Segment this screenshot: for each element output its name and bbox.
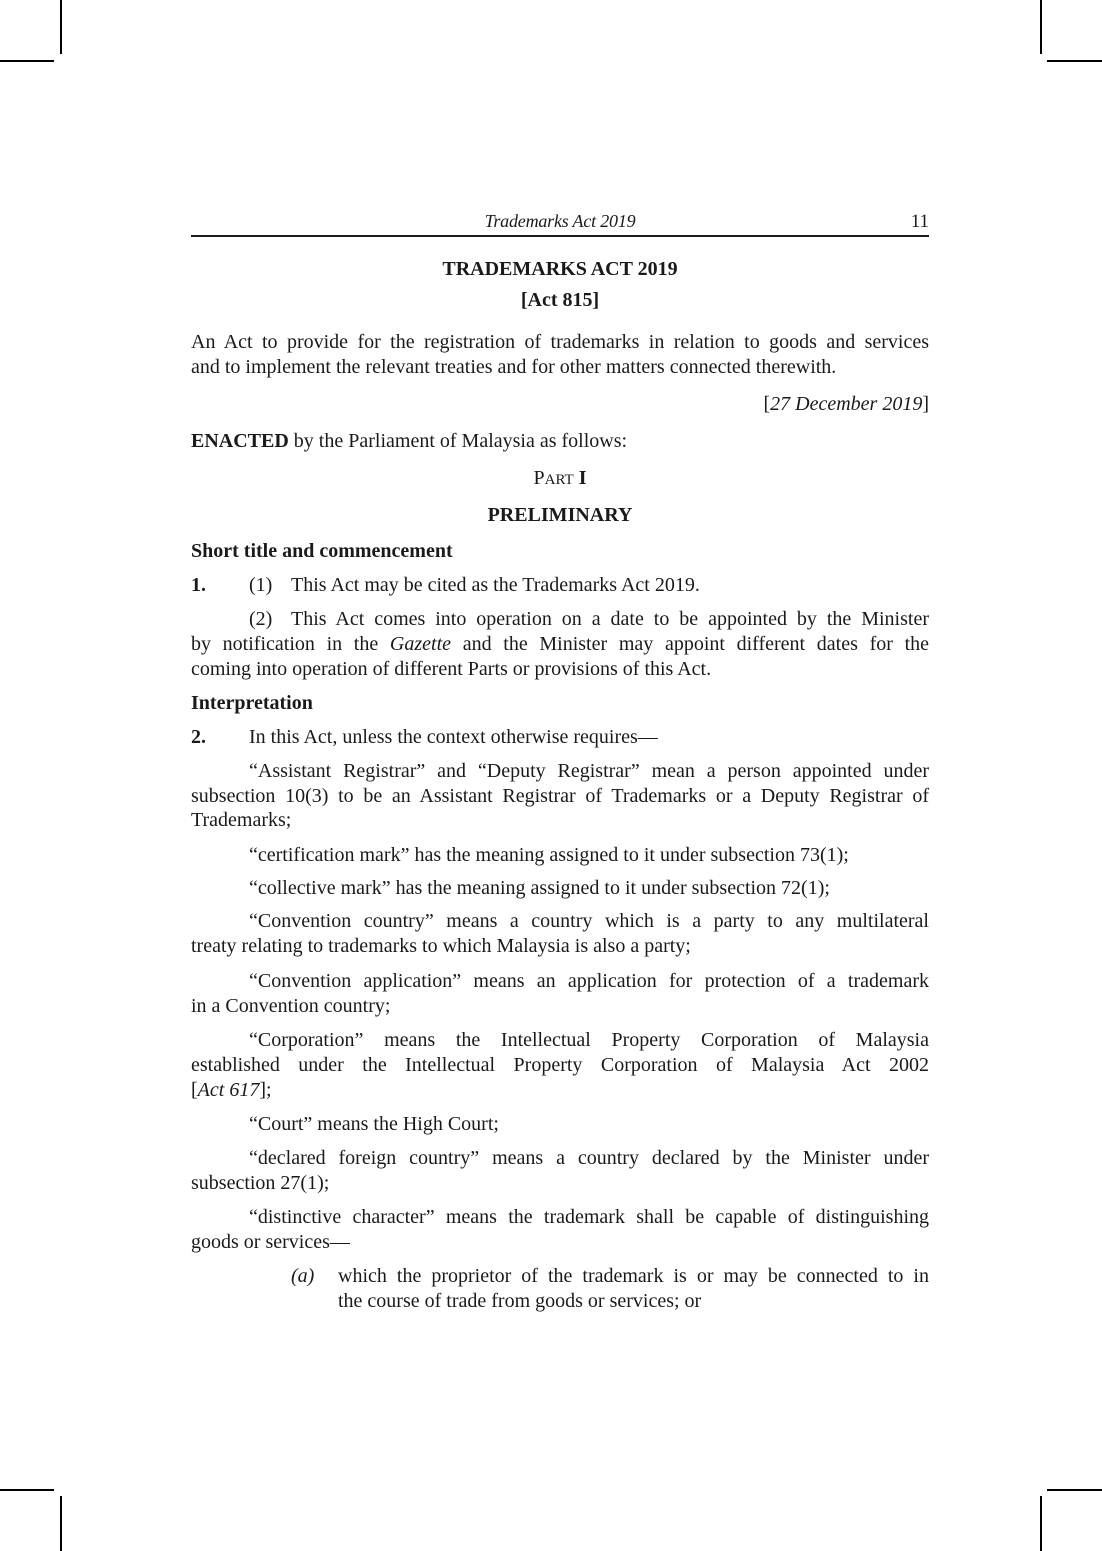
def-declared-foreign-country-line-1: “declared foreign country” means a country declared by the Minister under [249, 1147, 929, 1169]
subsection-2-line-1 [191, 607, 929, 632]
def-assistant-registrar-line-2: subsection 10(3) to be an Assistant Registrar of Trademarks or a Deputy Registrar of [191, 785, 929, 807]
enacting-clause [191, 429, 929, 454]
subsection-2-line-2-pre: by notification in the [191, 633, 390, 655]
part-label-first-letter: P [533, 467, 545, 489]
crop-mark-top-right-horizontal [1047, 60, 1102, 62]
paragraph-a-line-2: the course of trade from goods or services; or [338, 1290, 702, 1312]
act-ref-close: ]; [259, 1079, 272, 1101]
section-2-intro [191, 725, 929, 750]
subsection-1-text: This Act may be cited as the Trademarks Act 2019. [291, 574, 700, 596]
paragraph-a-line-1: which the proprietor of the trademark is or may be connected to in [338, 1265, 929, 1287]
def-certification-mark: “certification mark” has the meaning assigned to it under subsection 73(1); [249, 844, 849, 866]
def-convention-country-line-2: treaty relating to trademarks to which Malaysia is also a party; [191, 935, 691, 957]
part-heading: PRELIMINARY [487, 504, 633, 526]
enacted-word: ENACTED [191, 430, 289, 452]
subsection-2-line-1-text: This Act comes into operation on a date to be appointed by the Minister [291, 608, 929, 630]
running-title: Trademarks Act 2019 [484, 211, 636, 231]
subsection-2-line-2 [191, 632, 929, 657]
crop-mark-bottom-left-horizontal [0, 1489, 54, 1491]
section-1-subsection-1 [191, 573, 929, 598]
part-label [191, 466, 929, 493]
section-2-intro-text: In this Act, unless the context otherwise requires— [249, 726, 658, 748]
def-court: “Court” means the High Court; [249, 1113, 499, 1135]
paragraph-a-label: (a) [291, 1265, 315, 1287]
def-corporation-line-2: established under the Intellectual Property Corporation of Malaysia Act 2002 [191, 1054, 929, 1076]
date-text: 27 December 2019 [770, 393, 923, 415]
section-1-number: 1. [191, 574, 206, 596]
crop-mark-top-left-horizontal [0, 60, 54, 62]
crop-mark-bottom-left-vertical [60, 1496, 62, 1551]
subsection-1-label: (1) [249, 574, 273, 596]
gazette-italic: Gazette [389, 633, 452, 655]
act-ref-open: [ [191, 1079, 198, 1101]
def-assistant-registrar-line-3: Trademarks; [191, 809, 292, 831]
section-2-number: 2. [191, 726, 206, 748]
subsection-2-line-2-post: and the Minister may appoint different dates for the [451, 633, 930, 655]
def-convention-country-line-1: “Convention country” means a country which is a party to any multilateral [249, 910, 929, 932]
def-convention-application-line-1: “Convention application” means an application for protection of a trademark [249, 970, 929, 992]
enacting-text: by the Parliament of Malaysia as follows: [288, 430, 628, 452]
def-distinctive-character-line-1: “distinctive character” means the trademark shall be capable of distinguishing [249, 1206, 929, 1228]
long-title-line-1: An Act to provide for the registration of trademarks in relation to goods and services [191, 331, 929, 353]
date-close-bracket: ] [922, 393, 929, 415]
subsection-2-label: (2) [249, 608, 273, 630]
assent-date [191, 392, 929, 417]
page-number: 11 [910, 211, 929, 232]
long-title-line-2: and to implement the relevant treaties and for other matters connected therewith. [191, 356, 837, 378]
act-title: TRADEMARKS ACT 2019 [442, 258, 678, 280]
part-label-rest: ART [544, 472, 574, 488]
date-open-bracket: [ [763, 393, 771, 415]
page-header [191, 209, 929, 237]
crop-mark-top-right-vertical [1040, 0, 1042, 54]
def-assistant-registrar-line-1: “Assistant Registrar” and “Deputy Registrar” mean a person appointed under [249, 760, 929, 782]
def-corporation-line-1: “Corporation” means the Intellectual Property Corporation of Malaysia [249, 1029, 929, 1051]
def-collective-mark: “collective mark” has the meaning assigned to it under subsection 72(1); [249, 877, 830, 899]
part-numeral: I [573, 467, 587, 489]
def-declared-foreign-country-line-2: subsection 27(1); [191, 1172, 330, 1194]
section-2-heading: Interpretation [191, 692, 313, 714]
crop-mark-bottom-right-horizontal [1047, 1489, 1102, 1491]
crop-mark-top-left-vertical [60, 0, 62, 54]
def-corporation-line-3 [191, 1078, 929, 1103]
subsection-2-line-3: coming into operation of different Parts or provisions of this Act. [191, 658, 712, 680]
section-1-heading: Short title and commencement [191, 540, 453, 562]
def-convention-application-line-2: in a Convention country; [191, 995, 391, 1017]
def-distinctive-character-line-2: goods or services— [191, 1231, 350, 1253]
crop-mark-bottom-right-vertical [1040, 1496, 1042, 1551]
act-number: [Act 815] [520, 289, 600, 311]
act-617-italic: Act 617 [197, 1079, 260, 1101]
